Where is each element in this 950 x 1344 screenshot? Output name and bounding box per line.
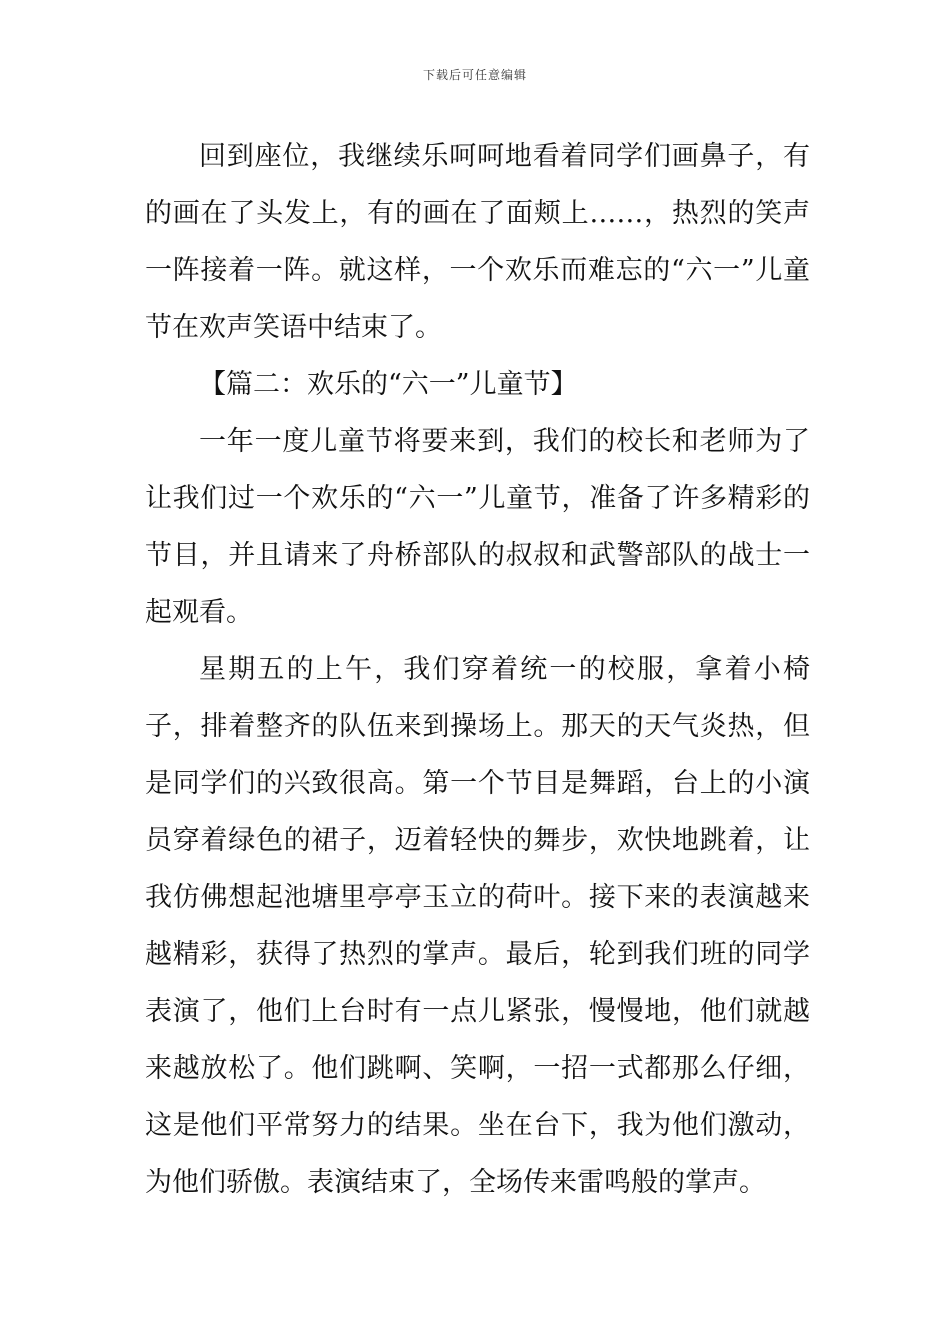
- paragraph-intro: 一年一度儿童节将要来到，我们的校长和老师为了让我们过一个欢乐的“六一”儿童节，准备了许多精彩的节目，并且请来了舟桥部队的叔叔和武警部队的战士一起观看。: [145, 426, 810, 628]
- page-header-note: 下载后可任意编辑: [422, 68, 527, 82]
- document-body: [145, 128, 810, 1211]
- section-heading: 【篇二：欢乐的“六一”儿童节】: [199, 369, 578, 400]
- paragraph-performance: 星期五的上午，我们穿着统一的校服，拿着小椅子，排着整齐的队伍来到操场上。那天的天气炎热，但是同学们的兴致很高。第一个节目是舞蹈，台上的小演员穿着绿色的裙子，迈着轻快的舞步，欢快地跳着，让我仿佛想起池塘里亭亭玉立的荷叶。接下来的表演越来越精彩，获得了热烈的掌声。最后，轮到我们班的同学表演了，他们上台时有一点儿紧张，慢慢地，他们就越来越放松了。他们跳啊、笑啊，一招一式都那么仔细，这是他们平常努力的结果。坐在台下，我为他们激动，为他们骄傲。表演结束了，全场传来雷鸣般的掌声。: [145, 654, 810, 1198]
- paragraph-ending: 回到座位，我继续乐呵呵地看着同学们画鼻子，有的画在了头发上，有的画在了面颊上……，热烈的笑声一阵接着一阵。就这样，一个欢乐而难忘的“六一”儿童节在欢声笑语中结束了。: [145, 141, 810, 343]
